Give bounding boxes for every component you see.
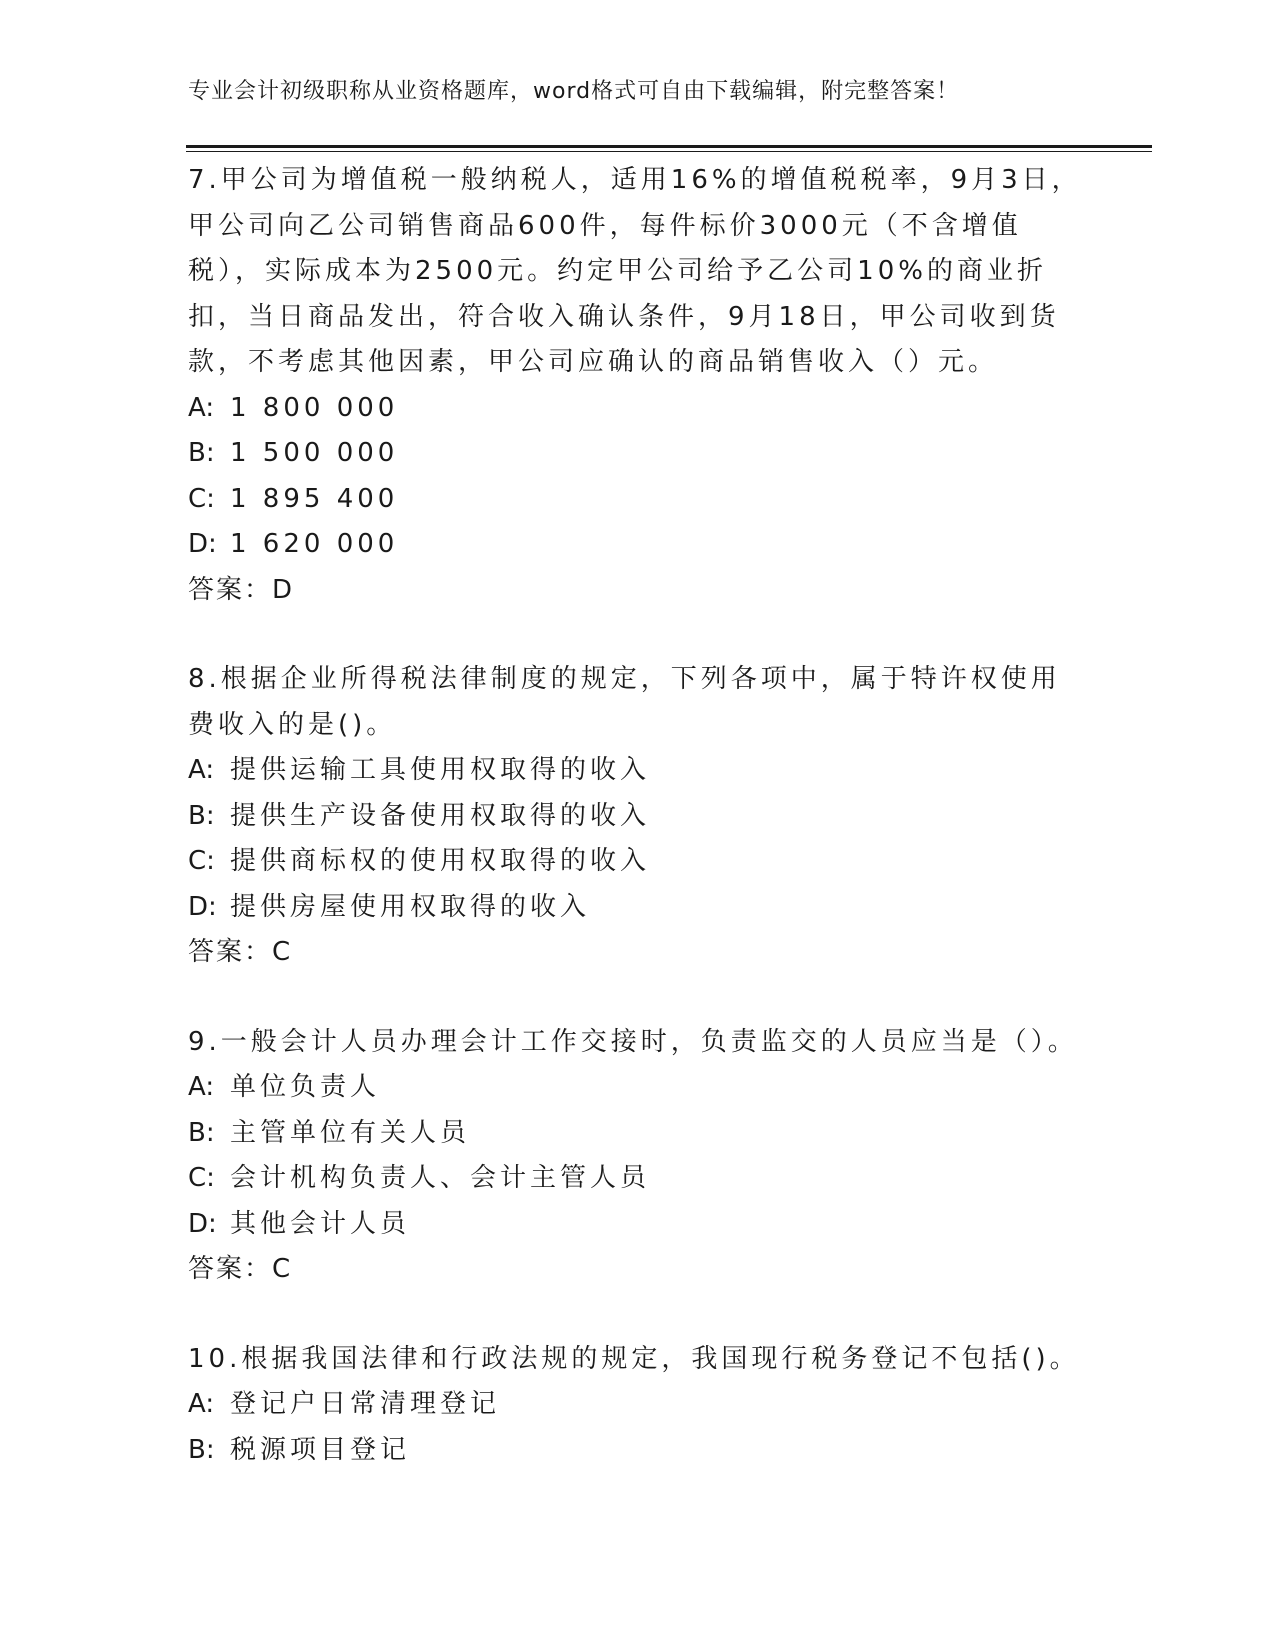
question-7 [188,158,1088,613]
option-text: 1 895 400 [230,483,399,514]
option-letter: D: [188,529,217,559]
option-letter: D: [188,891,217,922]
question-stem: 10.根据我国法律和行政法规的规定，我国现行税务登记不包括()。 [188,1343,1080,1374]
option-text: 1 500 000 [230,438,399,468]
question-stem: 8.根据企业所得税法律制度的规定，下列各项中，属于特许权使用费收入的是()。 [188,664,1061,740]
option-letter: A: [188,1389,215,1419]
option-text: 单位负责人 [230,1072,381,1102]
option-letter: A: [188,1072,215,1102]
answer-line: 答案：D [188,574,295,605]
option-letter: A: [188,755,215,785]
option-text: 提供运输工具使用权取得的收入 [230,755,651,785]
option-a [188,1065,1088,1111]
option-a [188,748,1088,794]
option-a [188,386,1088,432]
answer-line: 答案：C [188,937,293,967]
header-rule-thin [186,151,1152,152]
option-text: 会计机构负责人、会计主管人员 [230,1163,651,1193]
option-letter: B: [188,1434,215,1465]
question-stem: 7.甲公司为增值税一般纳税人，适用16%的增值税税率，9月3日，甲公司向乙公司销售商品600件，每件标价3000元（不含增值税），实际成本为2500元。约定甲公司给予乙公司10%的商业折扣，当日商品发出，符合收入确认条件，9月18日，甲公司收到货款，不考虑其他因素，甲公司应确认的商品销售收入（）元。 [188,165,1082,377]
question-stem: 9.一般会计人员办理会计工作交接时，负责监交的人员应当是（）。 [188,1026,1078,1057]
option-c [188,477,1088,523]
question-9 [188,1020,1088,1293]
option-b [188,794,1088,840]
option-text: 1 800 000 [230,392,399,423]
option-letter: C: [188,1163,215,1193]
option-b [188,1111,1088,1157]
option-text: 提供生产设备使用权取得的收入 [230,800,651,831]
option-text: 提供房屋使用权取得的收入 [230,891,591,922]
option-letter: B: [188,800,215,831]
option-a [188,1382,1088,1428]
option-letter: B: [188,438,215,468]
option-letter: B: [188,1117,215,1148]
option-c [188,839,1088,885]
option-letter: C: [188,483,215,514]
option-d [188,522,1088,568]
option-text: 主管单位有关人员 [230,1117,471,1148]
option-c [188,1156,1088,1202]
option-text: 1 620 000 [230,529,399,559]
page-header: 专业会计初级职称从业资格题库，word格式可自由下载编辑，附完整答案！ [188,79,960,104]
answer-line: 答案：C [188,1254,293,1284]
option-text: 其他会计人员 [230,1208,411,1239]
option-letter: C: [188,846,215,876]
question-8 [188,657,1088,976]
option-b [188,1428,1088,1474]
option-d [188,885,1088,931]
option-d [188,1202,1088,1248]
option-text: 税源项目登记 [230,1434,411,1465]
option-text: 提供商标权的使用权取得的收入 [230,846,651,876]
option-b [188,431,1088,477]
header-rule-thick [186,145,1152,148]
option-text: 登记户日常清理登记 [230,1389,501,1419]
option-letter: A: [188,392,215,423]
option-letter: D: [188,1208,217,1239]
question-list [188,158,1088,1517]
question-10 [188,1337,1088,1474]
